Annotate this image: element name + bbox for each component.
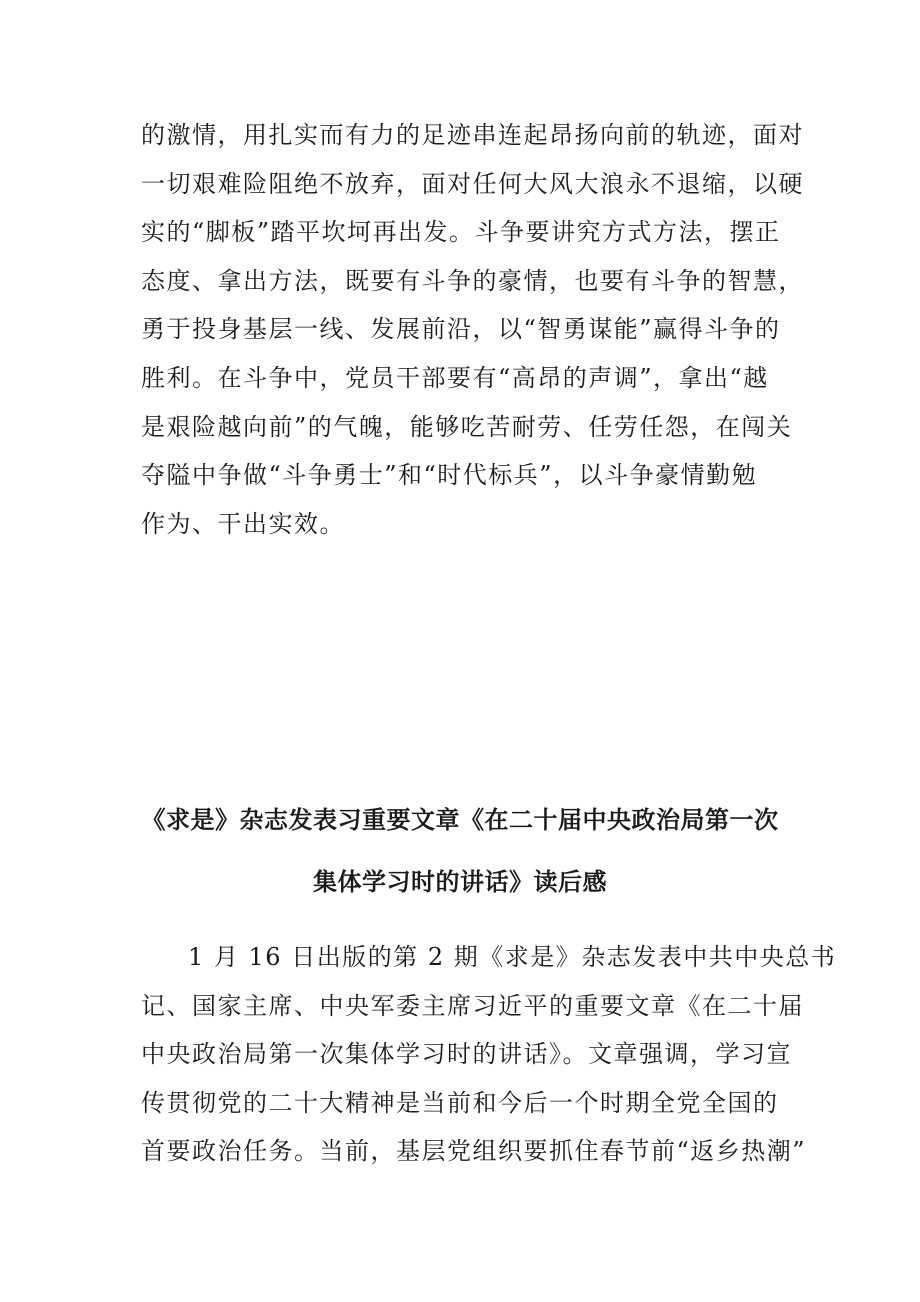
text-line: 传贯彻党的二十大精神是当前和今后一个时期全党全国的 — [141, 1088, 779, 1117]
article-title — [100, 789, 820, 913]
text-line: 1 月 16 日出版的第 2 期《求是》杂志发表中共中央总书 — [188, 943, 837, 971]
text-line: 勇于投身基层一线、发展前沿，以“智勇谋能”赢得斗争的 — [141, 315, 781, 344]
body-paragraph-2 — [141, 933, 837, 1176]
text-line: 中央政治局第一次集体学习时的讲话》。文章强调，学习宣 — [141, 1040, 792, 1069]
text-line: 首要政治任务。当前，基层党组织要抓住春节前“返乡热潮” — [141, 1137, 807, 1166]
text-line: 夺隘中争做“斗争勇士”和“时代标兵”，以斗争豪情勤勉 — [141, 461, 758, 490]
title-line: 《求是》杂志发表习重要文章《在二十届中央政治局第一次 — [141, 806, 779, 834]
text-line: 一切艰难险阻绝不放弃，面对任何大风大浪永不退缩，以硬 — [141, 169, 804, 198]
text-line: 实的“脚板”踏平坎坷再出发。斗争要讲究方式方法，摆正 — [141, 218, 781, 247]
body-paragraph-1 — [141, 111, 804, 548]
text-line: 的激情，用扎实而有力的足迹串连起昂扬向前的轨迹，面对 — [141, 121, 804, 149]
text-line: 记、国家主席、中央军委主席习近平的重要文章《在二十届 — [141, 991, 804, 1020]
text-line: 胜利。在斗争中，党员干部要有“高昂的声调”，拿出“越 — [141, 363, 769, 392]
text-line: 是艰险越向前”的气魄，能够吃苦耐劳、任劳任怨，在闯关 — [141, 412, 793, 441]
text-line: 作为、干出实效。 — [141, 509, 345, 538]
text-line: 态度、拿出方法，既要有斗争的豪情，也要有斗争的智慧， — [141, 266, 804, 295]
title-line: 集体学习时的讲话》读后感 — [313, 868, 607, 896]
